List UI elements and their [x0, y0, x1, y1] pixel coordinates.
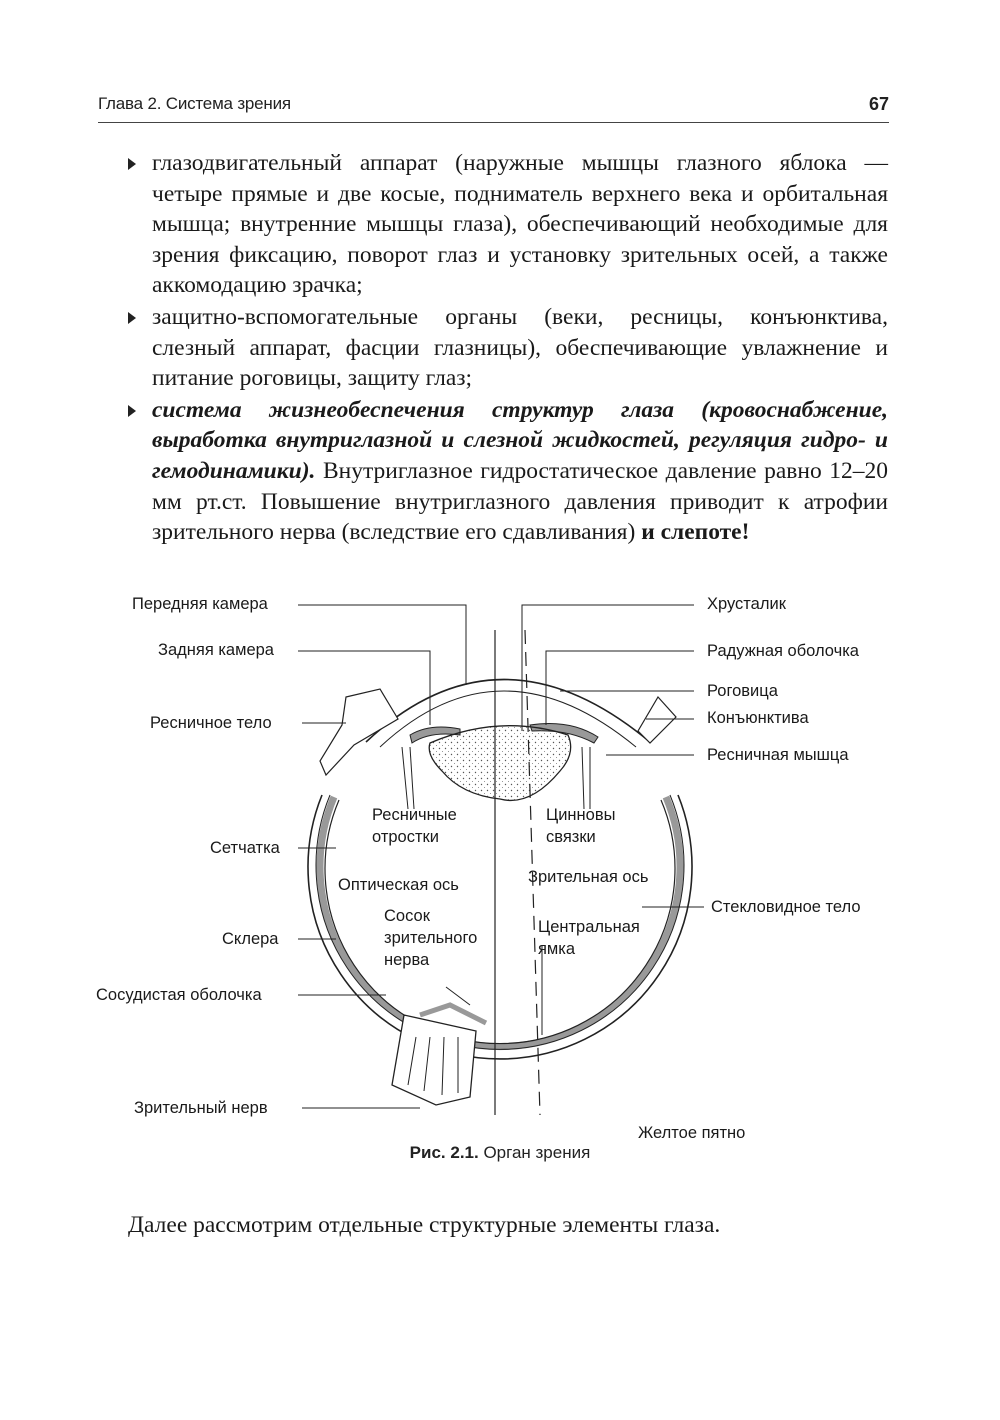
label-ciliary-processes: Ресничные отростки: [372, 806, 457, 846]
bullet-bold-end: и слепоте!: [641, 519, 750, 546]
label-optic-axis: Оптическая ось: [338, 876, 459, 894]
label-sclera: Склера: [222, 930, 279, 948]
label-ciliary-body: Ресничное тело: [150, 714, 272, 732]
bullet-emphasis: система жизнеобеспечения структур глаза (кровоснабжение, выработка внутриглазной и слезной жидкостей, регуляция гидро- и гемодинамики).: [152, 396, 888, 484]
chapter-title: Глава 2. Система зрения: [98, 94, 291, 113]
label-vitreous: Стекловидное тело: [711, 898, 861, 916]
label-fovea: Центральная ямка: [538, 918, 640, 958]
bullet-text: глазодвигательный аппарат (наружные мышцы глазного яблока — четыре прямые и две косые, подниматель верхнего века и орбитальная мышца; внутренние мышцы глаза), обеспечивающий необходимые для зрения фиксацию, поворот глаз и установку зрительных осей, а также аккомодацию зрачка;: [152, 150, 888, 299]
bullet-arrow-icon: [128, 158, 136, 170]
figure-caption: [0, 1143, 1000, 1163]
zonule-line: [582, 747, 584, 809]
bullet-text: Внутриглазное гидростатическое давление равно 12–20 мм рт.ст. Повышение внутриглазного давления приводит к атрофии зрительного нерва (вследствие его сдавливания): [152, 457, 888, 546]
label-optic-nerve: Зрительный нерв: [134, 1099, 268, 1117]
bullet-text: защитно-вспомогательные органы (веки, ресницы, конъюнктива, слезный аппарат, фасции глазницы), обеспечивающие увлажнение и питание роговицы, защиту глаз;: [152, 303, 888, 392]
leader-anterior-chamber: [298, 605, 466, 685]
label-choroid: Сосудистая оболочка: [96, 986, 262, 1004]
final-paragraph: Далее рассмотрим отдельные структурные элементы глаза.: [128, 1212, 721, 1238]
right-eyelid: [638, 697, 676, 743]
label-retina: Сетчатка: [210, 839, 280, 857]
label-conjunctiva: Конъюнктива: [707, 709, 809, 727]
ciliary-process: [402, 747, 408, 809]
running-header: [98, 92, 889, 123]
bullet-arrow-icon: [128, 312, 136, 324]
label-cornea: Роговица: [707, 682, 778, 700]
label-lens: Хрусталик: [707, 595, 786, 613]
label-visual-axis: Зрительная ось: [528, 868, 649, 886]
leader-optic-disc: [446, 987, 470, 1005]
bullet-item-oculomotor: [128, 148, 888, 301]
label-macula: Желтое пятно: [638, 1124, 746, 1142]
label-zonule: Цинновы связки: [546, 806, 616, 846]
bullet-arrow-icon: [128, 405, 136, 417]
label-posterior-chamber: Задняя камера: [158, 641, 274, 659]
left-eyelid: [320, 689, 398, 775]
bullet-item-life-support: [128, 395, 888, 548]
label-anterior-chamber: Передняя камера: [132, 595, 268, 613]
bullet-item-protective: [128, 302, 888, 394]
label-iris: Радужная оболочка: [707, 642, 859, 660]
page-number: 67: [868, 94, 889, 114]
optic-nerve: [392, 1015, 476, 1105]
caption-number: Рис. 2.1.: [409, 1143, 479, 1162]
ciliary-process: [410, 747, 414, 809]
caption-text: Орган зрения: [478, 1143, 591, 1162]
lens-shape: [429, 726, 570, 801]
bullet-list: [128, 148, 888, 549]
label-optic-disc: Сосок зрительного нерва: [384, 907, 478, 969]
label-ciliary-muscle: Ресничная мышца: [707, 746, 849, 764]
eye-figure: [90, 585, 910, 1142]
